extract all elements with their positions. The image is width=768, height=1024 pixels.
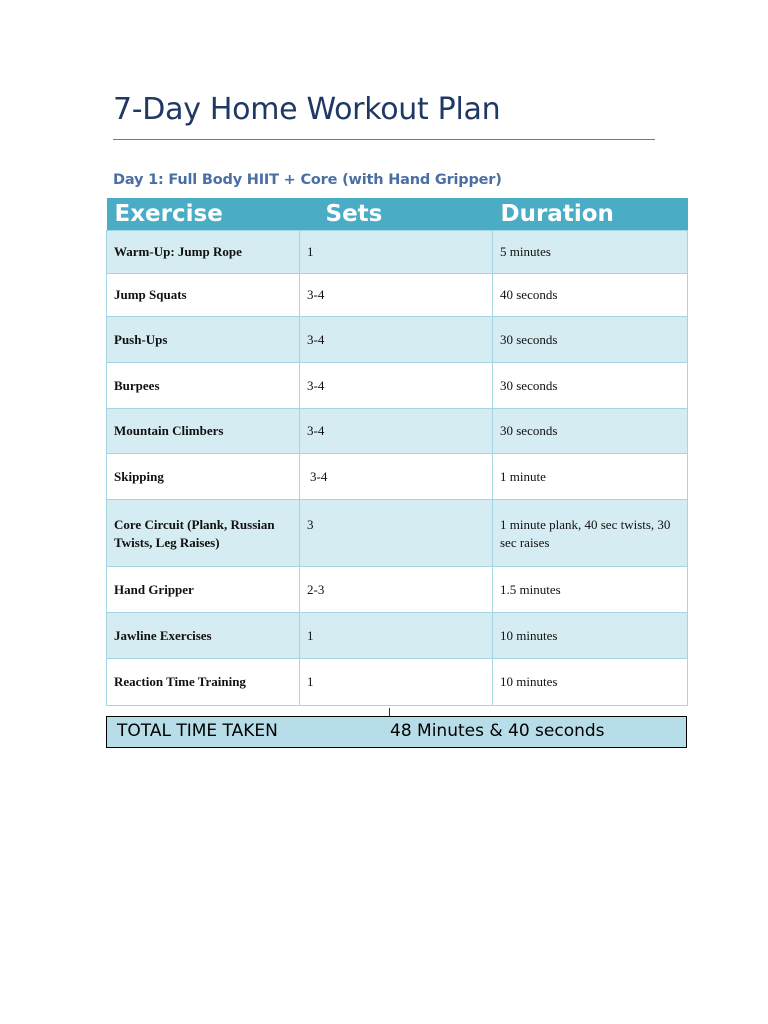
title-underline: [113, 139, 655, 140]
workout-table-container: [106, 198, 687, 706]
duration-cell: 10 minutes: [493, 659, 688, 706]
table-row: [107, 231, 688, 274]
sets-cell: 3-4: [300, 454, 493, 500]
total-time-value: 48 Minutes & 40 seconds: [390, 721, 605, 741]
sets-cell: 3: [300, 500, 493, 567]
column-header-duration: Duration: [493, 198, 688, 231]
workout-table: [106, 198, 688, 706]
exercise-cell: Warm-Up: Jump Rope: [107, 231, 300, 274]
sets-cell: 3-4: [300, 274, 493, 317]
sets-cell: 1: [300, 659, 493, 706]
exercise-cell: Push-Ups: [107, 317, 300, 363]
exercise-cell: Reaction Time Training: [107, 659, 300, 706]
sets-cell: 3-4: [300, 409, 493, 454]
duration-cell: 30 seconds: [493, 409, 688, 454]
page-title: 7-Day Home Workout Plan: [113, 92, 501, 127]
total-time-bar: [106, 716, 687, 748]
duration-cell: 40 seconds: [493, 274, 688, 317]
column-header-sets: Sets: [300, 198, 493, 231]
column-header-exercise: Exercise: [107, 198, 300, 231]
sets-cell: 3-4: [300, 363, 493, 409]
exercise-cell: Burpees: [107, 363, 300, 409]
day-heading: Day 1: Full Body HIIT + Core (with Hand Gripper): [113, 172, 502, 188]
table-row: [107, 317, 688, 363]
table-row: [107, 363, 688, 409]
sets-cell: 3-4: [300, 317, 493, 363]
sets-cell: 1: [300, 231, 493, 274]
table-row: [107, 500, 688, 567]
duration-cell: 1.5 minutes: [493, 567, 688, 613]
table-row: [107, 454, 688, 500]
table-row: [107, 613, 688, 659]
duration-cell: 1 minute plank, 40 sec twists, 30 sec raises: [493, 500, 688, 567]
exercise-cell: Hand Gripper: [107, 567, 300, 613]
table-row: [107, 409, 688, 454]
duration-cell: 30 seconds: [493, 363, 688, 409]
sets-cell: 1: [300, 613, 493, 659]
table-row: [107, 567, 688, 613]
table-row: [107, 274, 688, 317]
table-row: [107, 659, 688, 706]
duration-cell: 1 minute: [493, 454, 688, 500]
duration-cell: 30 seconds: [493, 317, 688, 363]
duration-cell: 5 minutes: [493, 231, 688, 274]
sets-cell: 2-3: [300, 567, 493, 613]
exercise-cell: Jump Squats: [107, 274, 300, 317]
table-header-row: [107, 198, 688, 231]
exercise-cell: Core Circuit (Plank, Russian Twists, Leg Raises): [107, 500, 300, 567]
exercise-cell: Skipping: [107, 454, 300, 500]
exercise-cell: Jawline Exercises: [107, 613, 300, 659]
duration-cell: 10 minutes: [493, 613, 688, 659]
total-time-label: TOTAL TIME TAKEN: [117, 721, 278, 741]
exercise-cell: Mountain Climbers: [107, 409, 300, 454]
